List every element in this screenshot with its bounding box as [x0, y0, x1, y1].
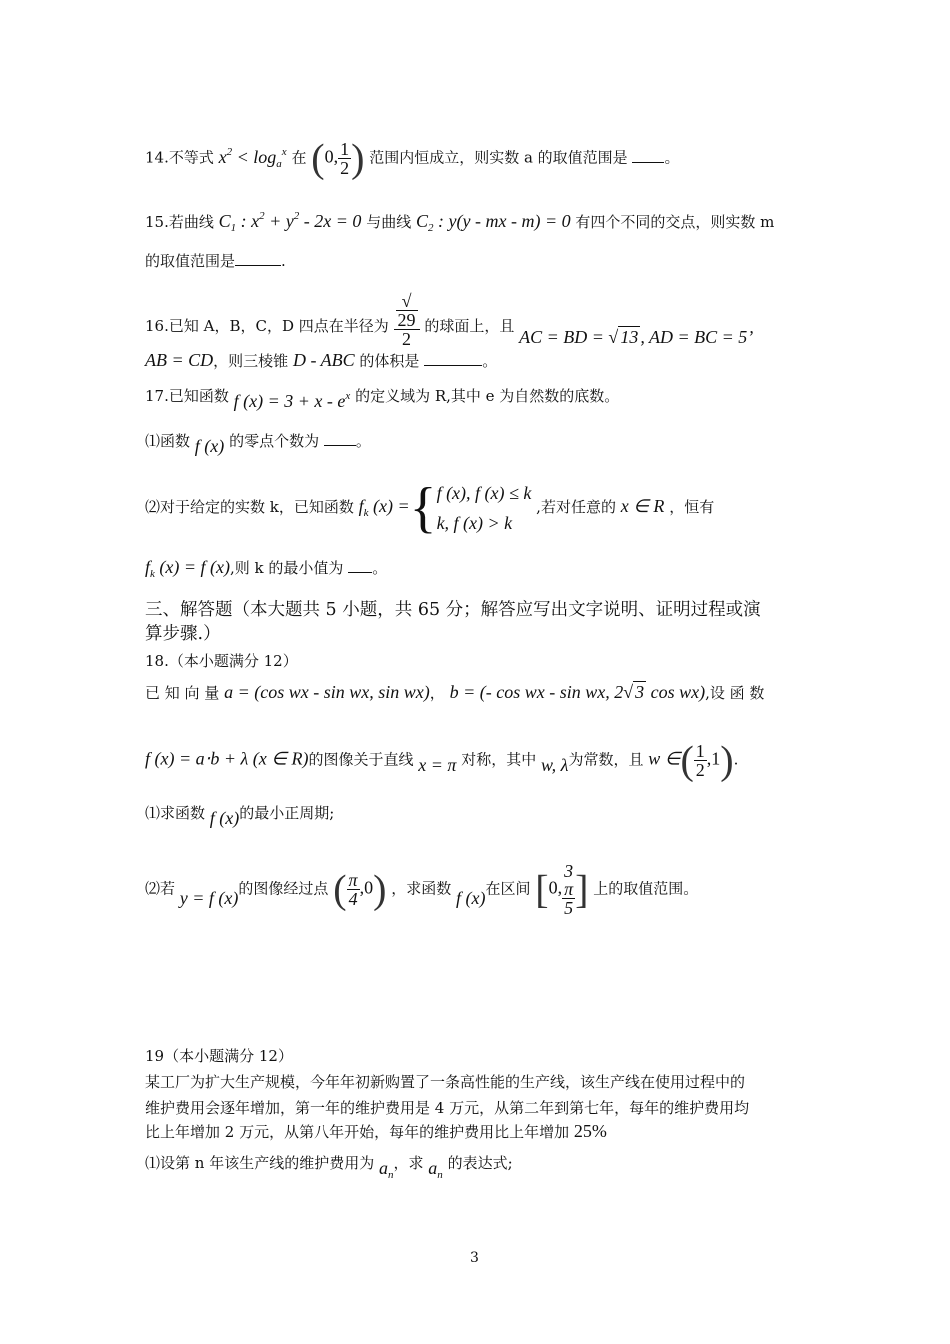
- page-number: 3: [470, 1250, 479, 1266]
- q19-line1: 某工厂为扩大生产规模，今年年初新购置了一条高性能的生产线，该生产线在使用过程中的: [145, 1073, 746, 1091]
- q16-radius-fraction: √ 29 2: [394, 292, 420, 348]
- q19-math-an: $a_n$: [378, 1158, 394, 1181]
- q19-title: 19（本小题满分 12）: [145, 1047, 293, 1065]
- q17-part1-blank[interactable]: [324, 445, 356, 446]
- q17-part1: ⑴函数 f (x) 的零点个数为 。: [145, 432, 371, 456]
- q19-percent: 25%: [573, 1121, 607, 1141]
- q18-math-params: w, λ: [540, 754, 569, 775]
- q17-math-fx: f (x): [194, 436, 225, 456]
- q17-part2-blank[interactable]: [348, 572, 372, 573]
- q14-line: 14.不等式 $x^2 < \log_a^x$ 在 (0, $\frac{1}{2}$ ) 范围内恒成立，则实数 a 的取值范围是 。: [145, 135, 680, 181]
- q18-math-fx2: f (x): [455, 887, 486, 908]
- q17-math-equality: $f_k$ (x) = f (x): [145, 557, 231, 580]
- q18-math-interval: 3 π 5: [564, 861, 574, 918]
- q15-line2: 的取值范围是 .: [145, 252, 286, 270]
- q15-answer-blank[interactable]: [235, 265, 281, 266]
- q19-math-an2: $a_n$: [428, 1158, 443, 1181]
- q18-math-y-fx: y = f (x): [179, 887, 239, 908]
- q16-line2: AB = CD，则三棱锥 D - ABC 的体积是 。: [145, 350, 498, 370]
- q19-line3: 比上年增加 2 万元，从第八年开始，每年的维护费用比上年增加 25%: [145, 1121, 607, 1141]
- q18-math-vector-a: a = (cos wx - sin wx, sin wx): [224, 682, 430, 702]
- q17-part2: ⑵对于给定的实数 k，已知函数 $f_k$ (x) ={ f (x), f (x) ≤ k k, f (x) > k ,若对任意的 x ∈ R ，恒有: [145, 477, 715, 539]
- q17-part2-line2: $f_k$ (x) = f (x),则 k 的最小值为 。: [145, 557, 388, 580]
- section3-heading-line2: 算步骤.）: [145, 624, 221, 644]
- q18-part1: ⑴求函数 f (x)的最小正周期;: [145, 804, 335, 828]
- q18-math-axis: x = π: [418, 754, 457, 775]
- q14-math-inequality: $x^2 < \log_a^x$: [218, 145, 287, 170]
- q14-prefix: 14.不等式: [145, 148, 214, 167]
- q16-math-pyramid: D - ABC: [292, 350, 355, 370]
- q18-math-point: $\frac{\pi}{4}$: [348, 870, 358, 909]
- q16-math-conditions: AC = BD = √ 13 , AD = BC = 5’: [519, 327, 754, 347]
- q15-line: [145, 206, 774, 238]
- q18-math-fx: f (x): [209, 808, 240, 828]
- q14-mid: 在: [291, 148, 307, 167]
- q17-math-function: f $(x) = 3 + x - e^x$: [233, 390, 351, 411]
- q15-math-c2: $C_2$ : y(y - mx - m) = 0: [416, 211, 571, 234]
- q17-math-fk: $f_k$ (x) =: [358, 496, 410, 519]
- section3-heading: 三、解答题（本大题共 5 小题，共 65 分；解答应写出文字说明、证明过程或演: [145, 600, 761, 620]
- q15-math-c1: $C_1$ : $x^2 + y^2 - 2x = 0$: [218, 210, 362, 234]
- q18-part2: ⑵若 y = f (x)的图像经过点 ( $\frac{\pi}{4}$ ,0) ，求函数 f (x)在区间 [0, 3 π 5 ] 上的取值范围。: [145, 861, 699, 918]
- q18-line2: f (x) = a⋅b + λ (x ∈ R)的图像关于直线 x = π 对称，其中 w, λ为常数，且 w ∈( $\frac{1}{2}$ ,1).: [145, 737, 739, 783]
- q15-tail: 有四个不同的交点，则实数 m: [575, 213, 775, 231]
- q18-math-function: f (x) = a⋅b + λ (x ∈ R): [145, 748, 309, 769]
- q14-tail: 范围内恒成立，则实数 a 的取值范围是: [369, 148, 628, 167]
- q17-math-piecewise: f (x), f (x) ≤ k k, f (x) > k: [436, 483, 532, 533]
- q15-prefix: 15.若曲线: [145, 213, 214, 231]
- q18-math-vector-b: b = (- cos wx - sin wx, 2√ 3 cos wx): [449, 682, 706, 702]
- q19-line2: 维护费用会逐年增加，第一年的维护费用是 4 万元，从第二年到第七年，每年的维护费用均: [145, 1099, 750, 1117]
- q15-mid: 与曲线: [366, 213, 412, 231]
- q19-part1: ⑴设第 n 年该生产线的维护费用为 $a_n$，求 $a_n$ 的表达式;: [145, 1154, 513, 1181]
- q16-line: 16.已知 A，B，C，D 四点在半径为 √ 29 2 的球面上，且 AC = BD = √ 13 , AD = BC = 5’: [145, 291, 754, 349]
- q16-math-ab-cd: AB = CD: [145, 350, 214, 370]
- q14-answer-blank[interactable]: [632, 162, 664, 163]
- q18-math-w-range: w ∈: [648, 748, 681, 769]
- q16-answer-blank[interactable]: [424, 365, 482, 366]
- q17-line: 17.已知函数 f $(x) = 3 + x - e^x$ 的定义域为 R,其中 e 为自然数的底数。: [145, 387, 620, 411]
- q14-interval-fraction: $\frac{1}{2}$: [340, 139, 350, 178]
- q17-math-domain: x ∈ R: [620, 496, 665, 516]
- q18-title: 18.（本小题满分 12）: [145, 652, 298, 670]
- q18-line1: 已 知 向 量 a = (cos wx - sin wx, sin wx)， b = (- cos wx - sin wx, 2√ 3 cos wx),设 函 数: [145, 682, 765, 702]
